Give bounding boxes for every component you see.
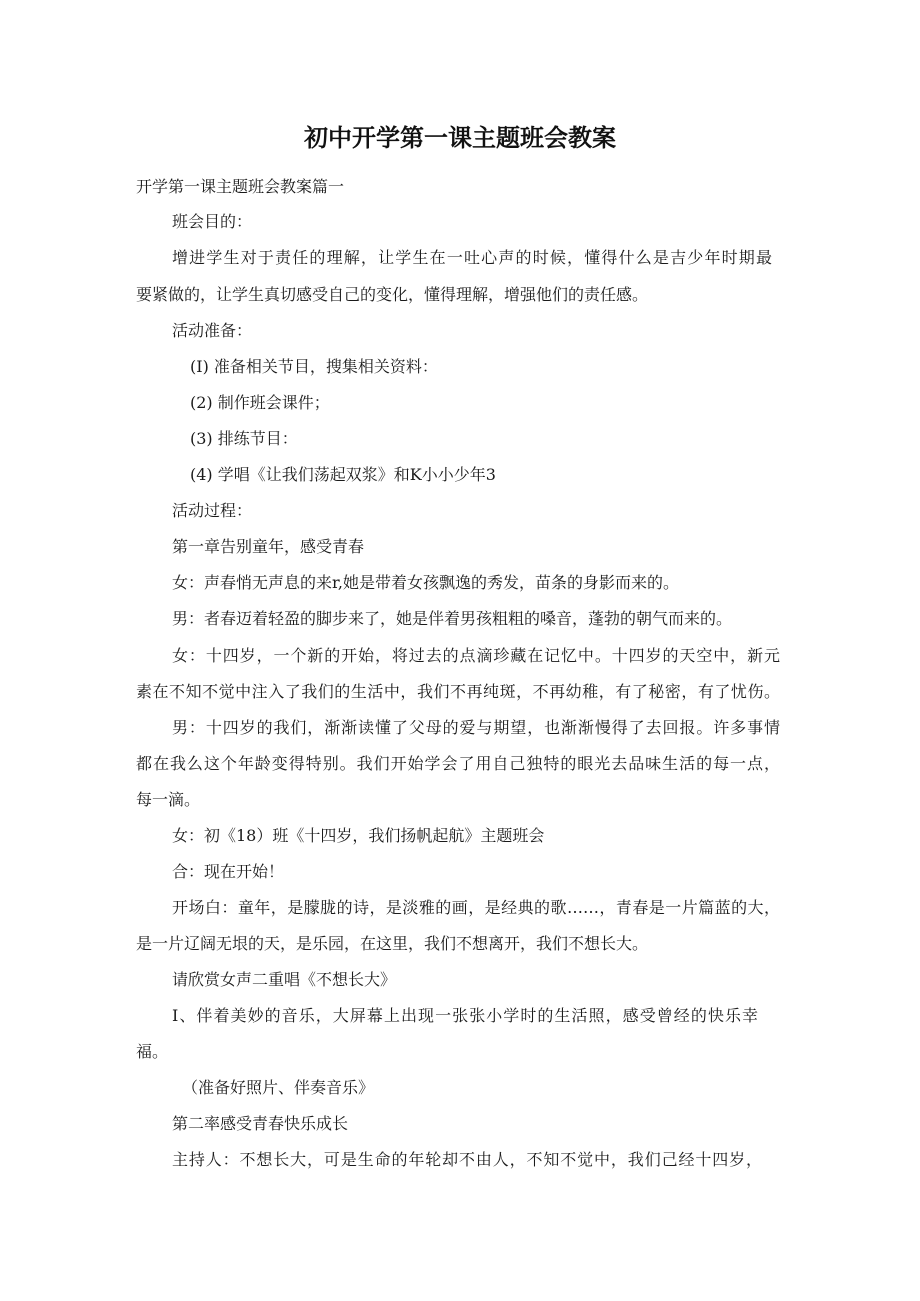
text-line: 活动过程： [172, 501, 253, 520]
text-line: 主持人：不想长大，可是生命的年轮却不由人，不知不觉中，我们己经十四岁， [172, 1150, 762, 1169]
text-line: 活动准备： [172, 321, 253, 340]
list-item: (3) 排练节目： [190, 429, 298, 448]
list-item: (I) 准备相关节目，搜集相关资料： [190, 357, 438, 376]
list-item: (2) 制作班会课件； [190, 393, 330, 412]
list-item: (4) 学唱《让我们荡起双浆》和K小小少年3 [190, 465, 496, 484]
text-line: 女：声春悄无声息的来r,她是带着女孩飘逸的秀发，苗条的身影而来的。 [172, 573, 679, 592]
text-line: 是一片辽阔无垠的天，是乐园，在这里，我们不想离开，我们不想长大。 [136, 934, 649, 953]
text-line: 请欣赏女声二重唱《不想长大》 [172, 970, 397, 989]
text-line: 女：十四岁，一个新的开始，将过去的点滴珍藏在记忆中。十四岁的天空中，新元 [172, 646, 780, 665]
text-line: 合：现在开始！ [172, 862, 285, 881]
text-line: 要紧做的，让学生真切感受自己的变化，懂得理解，增强他们的责任感。 [136, 285, 649, 304]
text-line: （准备好照片、伴奏音乐》 [182, 1078, 375, 1097]
text-line: 都在我么这个年龄变得特别。我们开始学会了用自己独特的眼光去品味生活的每一点， [136, 754, 780, 773]
text-line: 福。 [136, 1042, 169, 1061]
text-line: 每一滴。 [136, 790, 201, 809]
text-line: 开场白：童年，是朦胧的诗，是淡雅的画，是经典的歌……，青春是一片篇蓝的大， [172, 898, 780, 917]
text-line: 男：者春迈着轻盈的脚步来了，她是伴着男孩粗粗的嗓音，蓬勃的朝气而来的。 [172, 609, 733, 628]
text-line: 增进学生对于责任的理解，让学生在一吐心声的时候，懂得什么是吉少年时期最 [172, 248, 772, 267]
text-line: 女：初《18）班《十四岁，我们扬帆起航》主题班会 [172, 826, 545, 845]
text-line: 第一章告别童年，感受青春 [172, 537, 365, 556]
document-title: 初中开学第一课主题班会教案 [304, 124, 616, 152]
text-line: 班会目的： [172, 212, 253, 231]
text-line: 素在不知不觉中注入了我们的生活中，我们不再纯斑，不再幼稚，有了秘密，有了忧伤。 [136, 682, 780, 701]
text-line: 第二率感受青春快乐成长 [172, 1114, 349, 1133]
text-line: 男：十四岁的我们，渐渐读懂了父母的爱与期望，也渐渐慢得了去回报。许多事情 [172, 718, 780, 737]
text-line: I、伴着美妙的音乐，大屏幕上出现一张张小学时的生活照，感受曾经的快乐幸 [172, 1006, 758, 1025]
section-heading: 开学第一课主题班会教案篇一 [136, 177, 345, 196]
